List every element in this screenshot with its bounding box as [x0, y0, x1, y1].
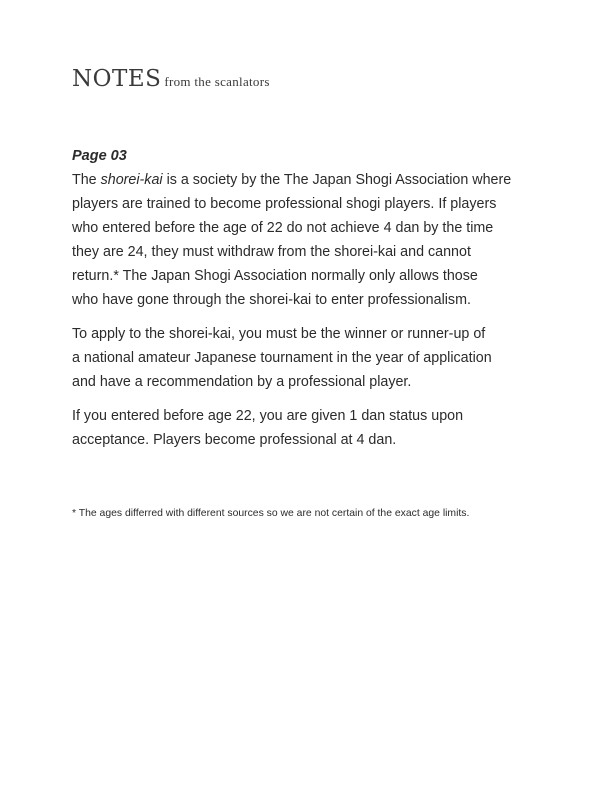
paragraph-line: and have a recommendation by a professional player.: [72, 374, 412, 390]
paragraph-line: If you entered before age 22, you are given 1 dan status upon: [72, 408, 464, 424]
page-header: [72, 66, 270, 92]
paragraph-dan-status: [72, 404, 532, 452]
paragraph-line: who have gone through the shorei-kai to enter professionalism.: [72, 292, 471, 308]
paragraph-line: who entered before the age of 22 do not achieve 4 dan by the time: [72, 220, 494, 236]
paragraph-application: [72, 322, 532, 394]
term-shorei-kai: shorei-kai: [100, 172, 163, 188]
paragraph-line: return.* The Japan Shogi Association normally only allows those: [72, 268, 478, 284]
paragraph-shorei-kai-intro: [72, 168, 532, 312]
notes-body: [72, 146, 532, 462]
header-subtitle: from the scanlators: [164, 74, 270, 89]
paragraph-line: acceptance. Players become professional at 4 dan.: [72, 432, 397, 448]
line-text: The: [72, 172, 101, 188]
footnote: * The ages differred with different sources so we are not certain of the exact age limits.: [72, 508, 470, 519]
paragraph-line: [72, 168, 532, 192]
header-title: NOTES: [72, 66, 162, 92]
paragraph-line: a national amateur Japanese tournament in the year of application: [72, 350, 492, 366]
line-text: is a society by the The Japan Shogi Association where: [162, 172, 512, 188]
paragraph-line: they are 24, they must withdraw from the shorei-kai and cannot: [72, 244, 471, 260]
page-label: Page 03: [72, 148, 127, 164]
paragraph-line: players are trained to become professional shogi players. If players: [72, 196, 497, 212]
paragraph-line: To apply to the shorei-kai, you must be the winner or runner-up of: [72, 326, 486, 342]
